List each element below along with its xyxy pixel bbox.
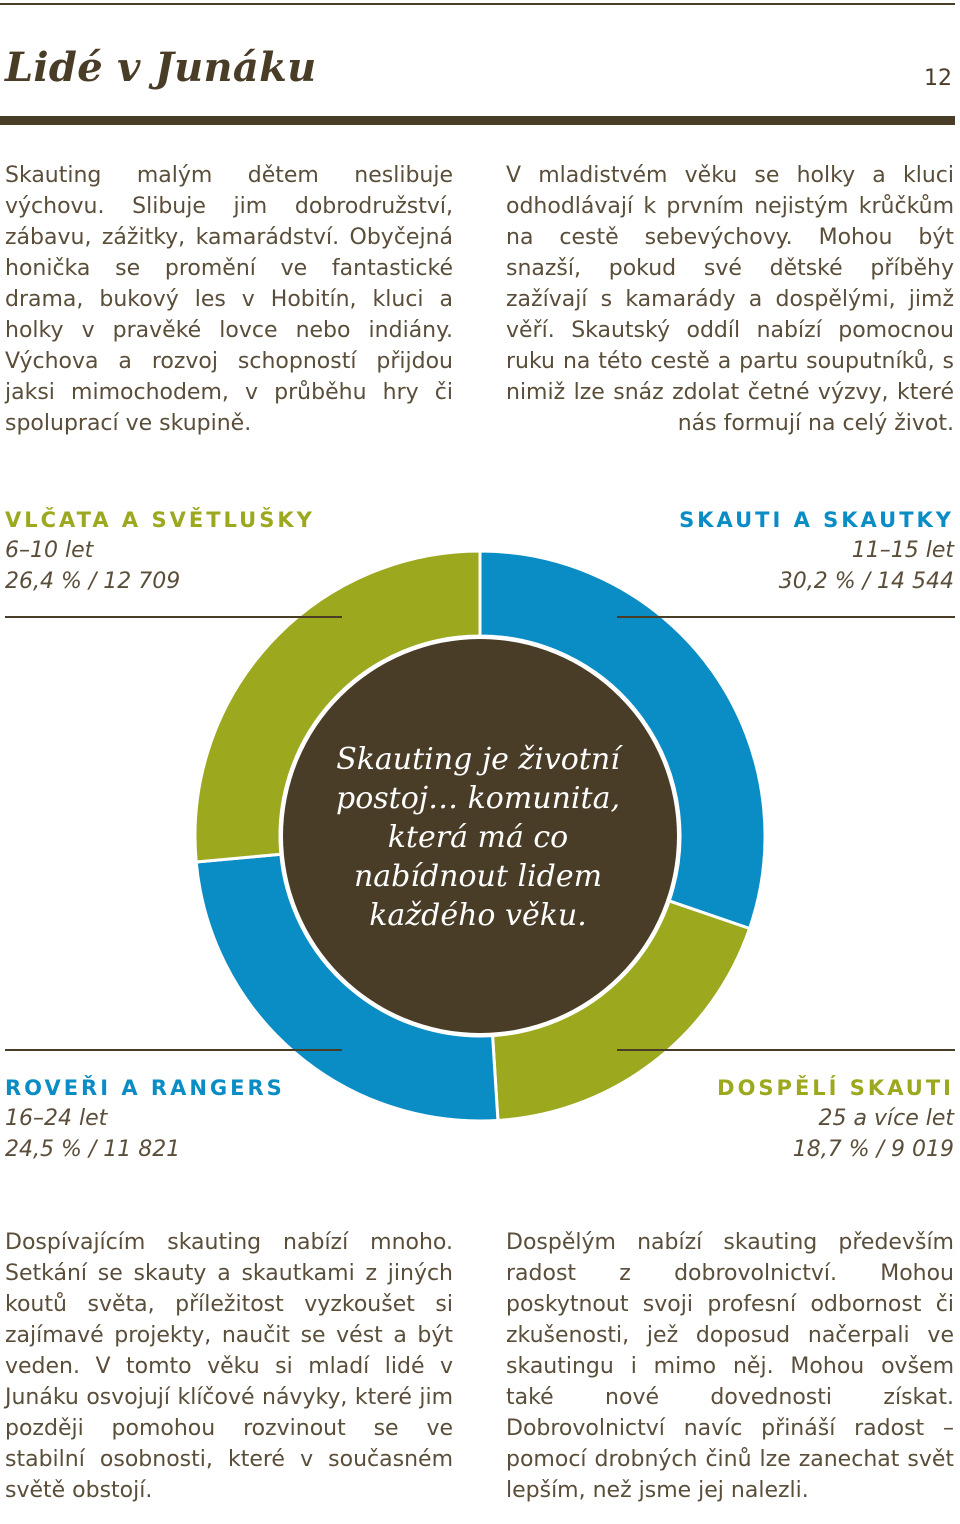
group-skauti (534, 505, 954, 597)
paragraph-bottom-right: Dospělým nabízí skauting především radost z dobrovolnictví. Mohou poskytnout svoji profesní odbornost či zkušenosti, jež doposud načerpali ve skautingu i mimo něj. Mohou ovšem také nové dovednosti získat. Dobrovolnictví navíc přináší radost – pomocí drobných činů lze zanechat svět lepším, než jsme jej nalezli. (506, 1230, 954, 1503)
group-dospeli (534, 1073, 954, 1165)
group-vlcata-stats: 26,4 % / 12 709 (5, 569, 181, 594)
group-skauti-name: SKAUTI A SKAUTKY (679, 508, 954, 532)
page-number: 12 (924, 66, 952, 91)
center-quote: Skauting je životní postoj… komunita, která má co nabídnout lidem každého věku. (335, 742, 621, 933)
group-dospeli-stats: 18,7 % / 9 019 (792, 1137, 954, 1162)
paragraph-top-right: V mladistvém věku se holky a kluci odhodlávají k prvním nejistým krůčkům na cestě sebevýchovy. Mohou být snazší, pokud své dětské příběhy zažívají s kamarády a dospělými, jimž věří. Skautský oddíl nabízí pomocnou ruku na této cestě a partu souputníků, s nimiž lze snáz zdolat četné výzvy, které nás formují na celý život. (506, 163, 954, 436)
group-dospeli-age: 25 a více let (818, 1106, 954, 1131)
paragraph-top-left: Skauting malým dětem neslibuje výchovu. Slibuje jim dobrodružství, zábavu, zážitky, kamarádství. Obyčejná honička se promění ve fantastické drama, bukový les v Hobitín, kluci a holky v pravěké lovce nebo indiány. Výchova a rozvoj schopností přijdou jaksi mimochodem, v průběhu hry či spoluprací ve skupině. (5, 163, 453, 436)
divider-skauti (617, 616, 955, 618)
divider-roveri (5, 1049, 342, 1051)
group-roveri-stats: 24,5 % / 11 821 (5, 1137, 181, 1162)
group-vlcata (5, 505, 425, 597)
group-roveri-age: 16–24 let (5, 1106, 108, 1131)
divider-vlcata (5, 616, 342, 618)
group-roveri-name: ROVEŘI A RANGERS (5, 1076, 285, 1100)
group-roveri (5, 1073, 425, 1165)
divider-dospeli (617, 1049, 955, 1051)
group-dospeli-name: DOSPĚLÍ SKAUTI (717, 1076, 954, 1100)
group-skauti-stats: 30,2 % / 14 544 (778, 569, 954, 594)
group-skauti-age: 11–15 let (851, 538, 954, 563)
paragraph-bottom-left: Dospívajícím skauting nabízí mnoho. Setkání se skauty a skautkami z jiných koutů světa, příležitost vyzkoušet si zajímavé projekty, naučit se vést a být veden. V tomto věku si mladí lidé v Junáku osvojují klíčové návyky, které jim později pomohou rozvinout se ve stabilní osobnosti, které v současném světě obstojí. (5, 1230, 453, 1503)
group-vlcata-name: VLČATA A SVĚTLUŠKY (5, 508, 315, 532)
page-title: Lidé v Junáku (5, 44, 317, 91)
group-vlcata-age: 6–10 let (5, 538, 94, 563)
